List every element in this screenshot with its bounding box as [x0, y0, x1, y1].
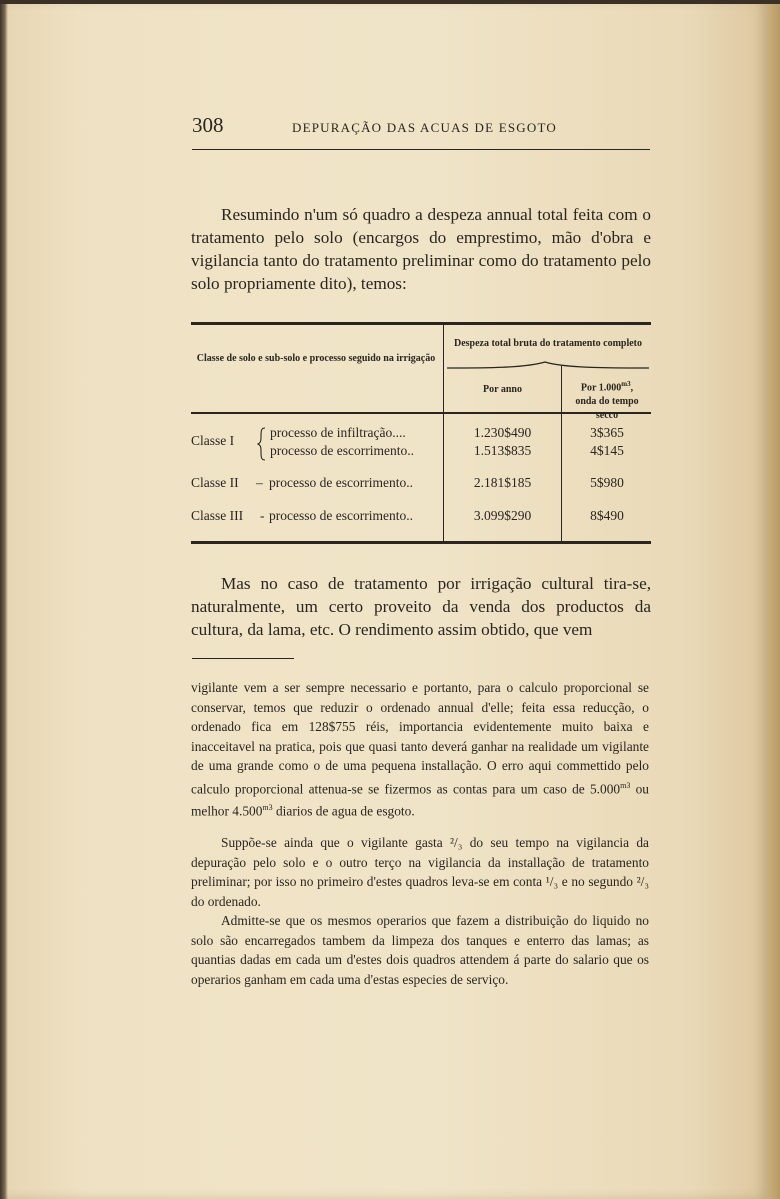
page-edge-top — [0, 0, 780, 4]
cost-table — [191, 322, 651, 544]
table-row-per-1000: 8$490 — [590, 508, 624, 523]
header-per-1000: Por $1.000^{m3}$, onda do tempo secco — [575, 380, 639, 422]
table-row-process: processo de escorrimento.. — [269, 475, 413, 490]
curly-brace-icon — [257, 427, 267, 461]
footnote-3: Admitte-se que os mesmos operarios que fazem a distribuição do liquido no solo são encarregados tambem da limpeza dos tanques e enterro das lamas; as quantias dadas em cada um d'estes dois quadros attendem á parte do salario que os operarios ganham em cada uma d'estas especies de serviço. — [191, 913, 649, 987]
footnote-1-text-b: ou melhor 4.500 — [191, 780, 649, 819]
page-edge-left — [0, 0, 8, 1199]
header-per-1000-sub: onda do tempo secco — [575, 396, 639, 422]
table-row-process: processo de escorrimento.. — [269, 508, 413, 523]
table-divider-2 — [561, 366, 562, 541]
header-per-1000-unit: m3 — [621, 380, 631, 388]
header-class: Classe de solo e sub-solo e processo seguido na irrigação — [196, 353, 436, 364]
running-title: DEPURAÇÃO DAS ACUAS DE ESGOTO — [292, 120, 557, 135]
table-row-per-year: 1.513$835 — [473, 443, 532, 458]
page-number: 308 — [192, 113, 224, 137]
table-bottom-rule — [191, 541, 651, 544]
footnote-1-unit-2: m3 — [262, 803, 273, 813]
footnote-2: Suppõe-se ainda que o vigilante gasta ²/₃ do seu tempo na vigilancia da depuração pelo solo e o outro terço na vigilancia da installação de tratamento preliminar; por isso no primeiro d'estes quadros leva-se em conta ¹/₃ e no segundo ²/₃ do ordenado. — [191, 835, 649, 909]
page-header — [192, 113, 650, 150]
footnote-1 — [191, 678, 649, 821]
table-row-per-year: 2.181$185 — [473, 475, 532, 490]
footnote-rule — [192, 658, 294, 659]
table-row-per-1000: 5$980 — [590, 475, 624, 490]
table-row-per-year: 1.230$490 — [473, 425, 532, 440]
table-row-per-1000: 3$365 — [590, 425, 624, 440]
table-row-process: processo de infiltração.... — [270, 425, 406, 440]
table-row-per-year: 3.099$290 — [473, 508, 532, 523]
class-label: Classe II — [191, 475, 239, 490]
header-per-year: Por anno — [483, 384, 522, 395]
footnote-1-text-a: vigilante vem a ser sempre necessario e portanto, para o calculo proporcional se conservar, temos que reduzir o ordenado annual d'elle; feita essa reducção, o ordenado fica em 128$755 réis, importancia evidentemente muito baixa e inacceitavel na pratica, pois que quasi tanto deverá ganhar na realidade um vigilante de uma grande como o de uma pequena installação. O erro aqui commettido pelo calculo proporcional attenua-se se fizermos as contas para um caso de 5.000 — [191, 680, 649, 796]
table-divider-1 — [443, 325, 444, 541]
dash-separator: – — [256, 475, 263, 490]
intro-paragraph: Resumindo n'um só quadro a despeza annual total feita com o tratamento pelo solo (encargos do emprestimo, mão d'obra e vigilancia tanto do tratamento preliminar como do tratamento pelo solo propriamente dito), temos: — [191, 205, 651, 293]
footnote-1-text-c: diarios de agua de esgoto. — [272, 803, 415, 819]
footnote-1-unit-1: m3 — [620, 780, 631, 790]
class-label: Classe I — [191, 433, 235, 448]
body-paragraph: Mas no caso de tratamento por irrigação cultural tira-se, naturalmente, um certo proveito da venda dos productos da cultura, da lama, etc. O rendimento assim obtido, que vem — [191, 574, 651, 639]
class-label: Classe III — [191, 508, 244, 523]
table-top-rule — [191, 322, 651, 325]
brace-icon — [445, 358, 651, 372]
table-row-per-1000: 4$145 — [590, 443, 624, 458]
table-row-process: processo de escorrimento.. — [270, 443, 414, 458]
header-per-1000-main: Por 1.000 — [580, 382, 622, 394]
header-group: Despeza total bruta do tratamento completo — [453, 338, 643, 349]
page-edge-right — [768, 0, 780, 1199]
dash-separator: - — [260, 508, 265, 523]
